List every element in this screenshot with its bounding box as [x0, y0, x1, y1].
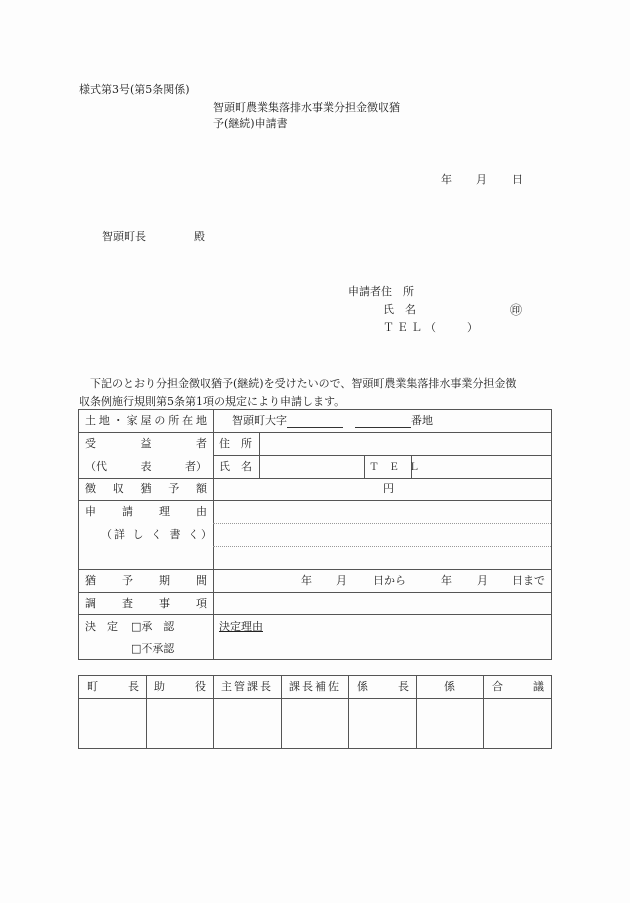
oaza-blank[interactable] [287, 416, 343, 428]
applicant-name-label: 氏 名 [383, 303, 416, 316]
intro-line2: 収条例施行規則第5条第1項の規定により申請します。 [79, 395, 346, 408]
form-number: 様式第3号(第5条関係) [79, 83, 190, 96]
approval-header-consultation: 合 議 [492, 680, 544, 693]
date-day-label: 日 [512, 173, 523, 186]
beneficiary-label: 受 益 者 [85, 437, 207, 450]
location-label: 土 地 ・ 家 屋 の 所 在 地 [85, 414, 207, 427]
beneficiary-address-label: 住 所 [219, 437, 252, 450]
period-from-month: 月 [336, 574, 347, 587]
investigation-input[interactable] [214, 593, 551, 614]
stamp-cell-consultation[interactable] [484, 699, 551, 748]
approval-header-staff: 係 [444, 680, 455, 693]
applicant-address-label: 申請者住 所 [348, 285, 414, 298]
location-prefix: 智頭町大字 [232, 414, 287, 427]
approve-checkbox[interactable]: □承 認 [131, 620, 175, 633]
intro-line1: 下記のとおり分担金徴収猶予(継続)を受けたいので、智頭町農業集落排水事業分担金徴 [79, 377, 517, 390]
stamp-cell-subsection-chief[interactable] [349, 699, 416, 748]
representative-label: （代 表 者） [85, 460, 207, 473]
stamp-cell-section-chief[interactable] [214, 699, 281, 748]
approval-header-assistant-chief: 課長補佐 [289, 680, 341, 693]
decision-reason-label: 決定理由 [219, 620, 263, 633]
lot-number-blank[interactable] [355, 416, 411, 428]
approval-header-section-chief: 主管課長 [221, 680, 273, 693]
form-title-line2: 予(継続)申請書 [213, 117, 288, 130]
date-year-label: 年 [441, 173, 452, 186]
approval-header-subsection-chief: 係 長 [357, 680, 409, 693]
period-to-month: 月 [477, 574, 488, 587]
form-title-line1: 智頭町農業集落排水事業分担金徴収猶 [213, 101, 400, 114]
stamp-cell-deputy[interactable] [147, 699, 213, 748]
addressee-name: 智頭町長 [102, 230, 146, 243]
amount-input[interactable] [214, 479, 551, 500]
reason-label: 申 請 理 由 [85, 505, 207, 518]
yen-unit: 円 [383, 482, 394, 495]
date-month-label: 月 [476, 173, 487, 186]
approval-header-deputy: 助 役 [154, 680, 206, 693]
stamp-cell-assistant-chief[interactable] [282, 699, 348, 748]
approval-header-mayor: 町 長 [87, 680, 139, 693]
beneficiary-name-input[interactable] [260, 456, 364, 478]
period-from-year: 年 [301, 574, 312, 587]
beneficiary-name-label: 氏 名 [219, 460, 252, 473]
reject-checkbox[interactable]: □不承認 [131, 642, 175, 655]
decision-label: 決 定 [85, 620, 118, 633]
addressee-honorific: 殿 [194, 230, 205, 243]
beneficiary-address-input[interactable] [260, 433, 551, 455]
period-label: 猶 予 期 間 [85, 574, 207, 587]
amount-label: 徴 収 猶 予 額 [85, 482, 207, 495]
reason-sublabel: （詳 し く 書 く） [101, 528, 214, 541]
location-field[interactable] [232, 414, 433, 428]
beneficiary-tel-input[interactable] [412, 456, 551, 478]
stamp-cell-staff[interactable] [417, 699, 483, 748]
applicant-tel-label: ＴＥＬ（ ） [383, 321, 481, 334]
stamp-cell-mayor[interactable] [79, 699, 146, 748]
beneficiary-tel-label: Ｔ Ｅ Ｌ [369, 462, 419, 473]
period-to-year: 年 [441, 574, 452, 587]
period-from-day: 日から [373, 574, 406, 587]
investigation-label: 調 査 事 項 [85, 597, 207, 610]
seal-icon: ㊞ [510, 303, 523, 317]
location-suffix: 番地 [411, 414, 433, 427]
reason-input[interactable] [214, 501, 551, 569]
period-to-day: 日まで [512, 574, 545, 587]
